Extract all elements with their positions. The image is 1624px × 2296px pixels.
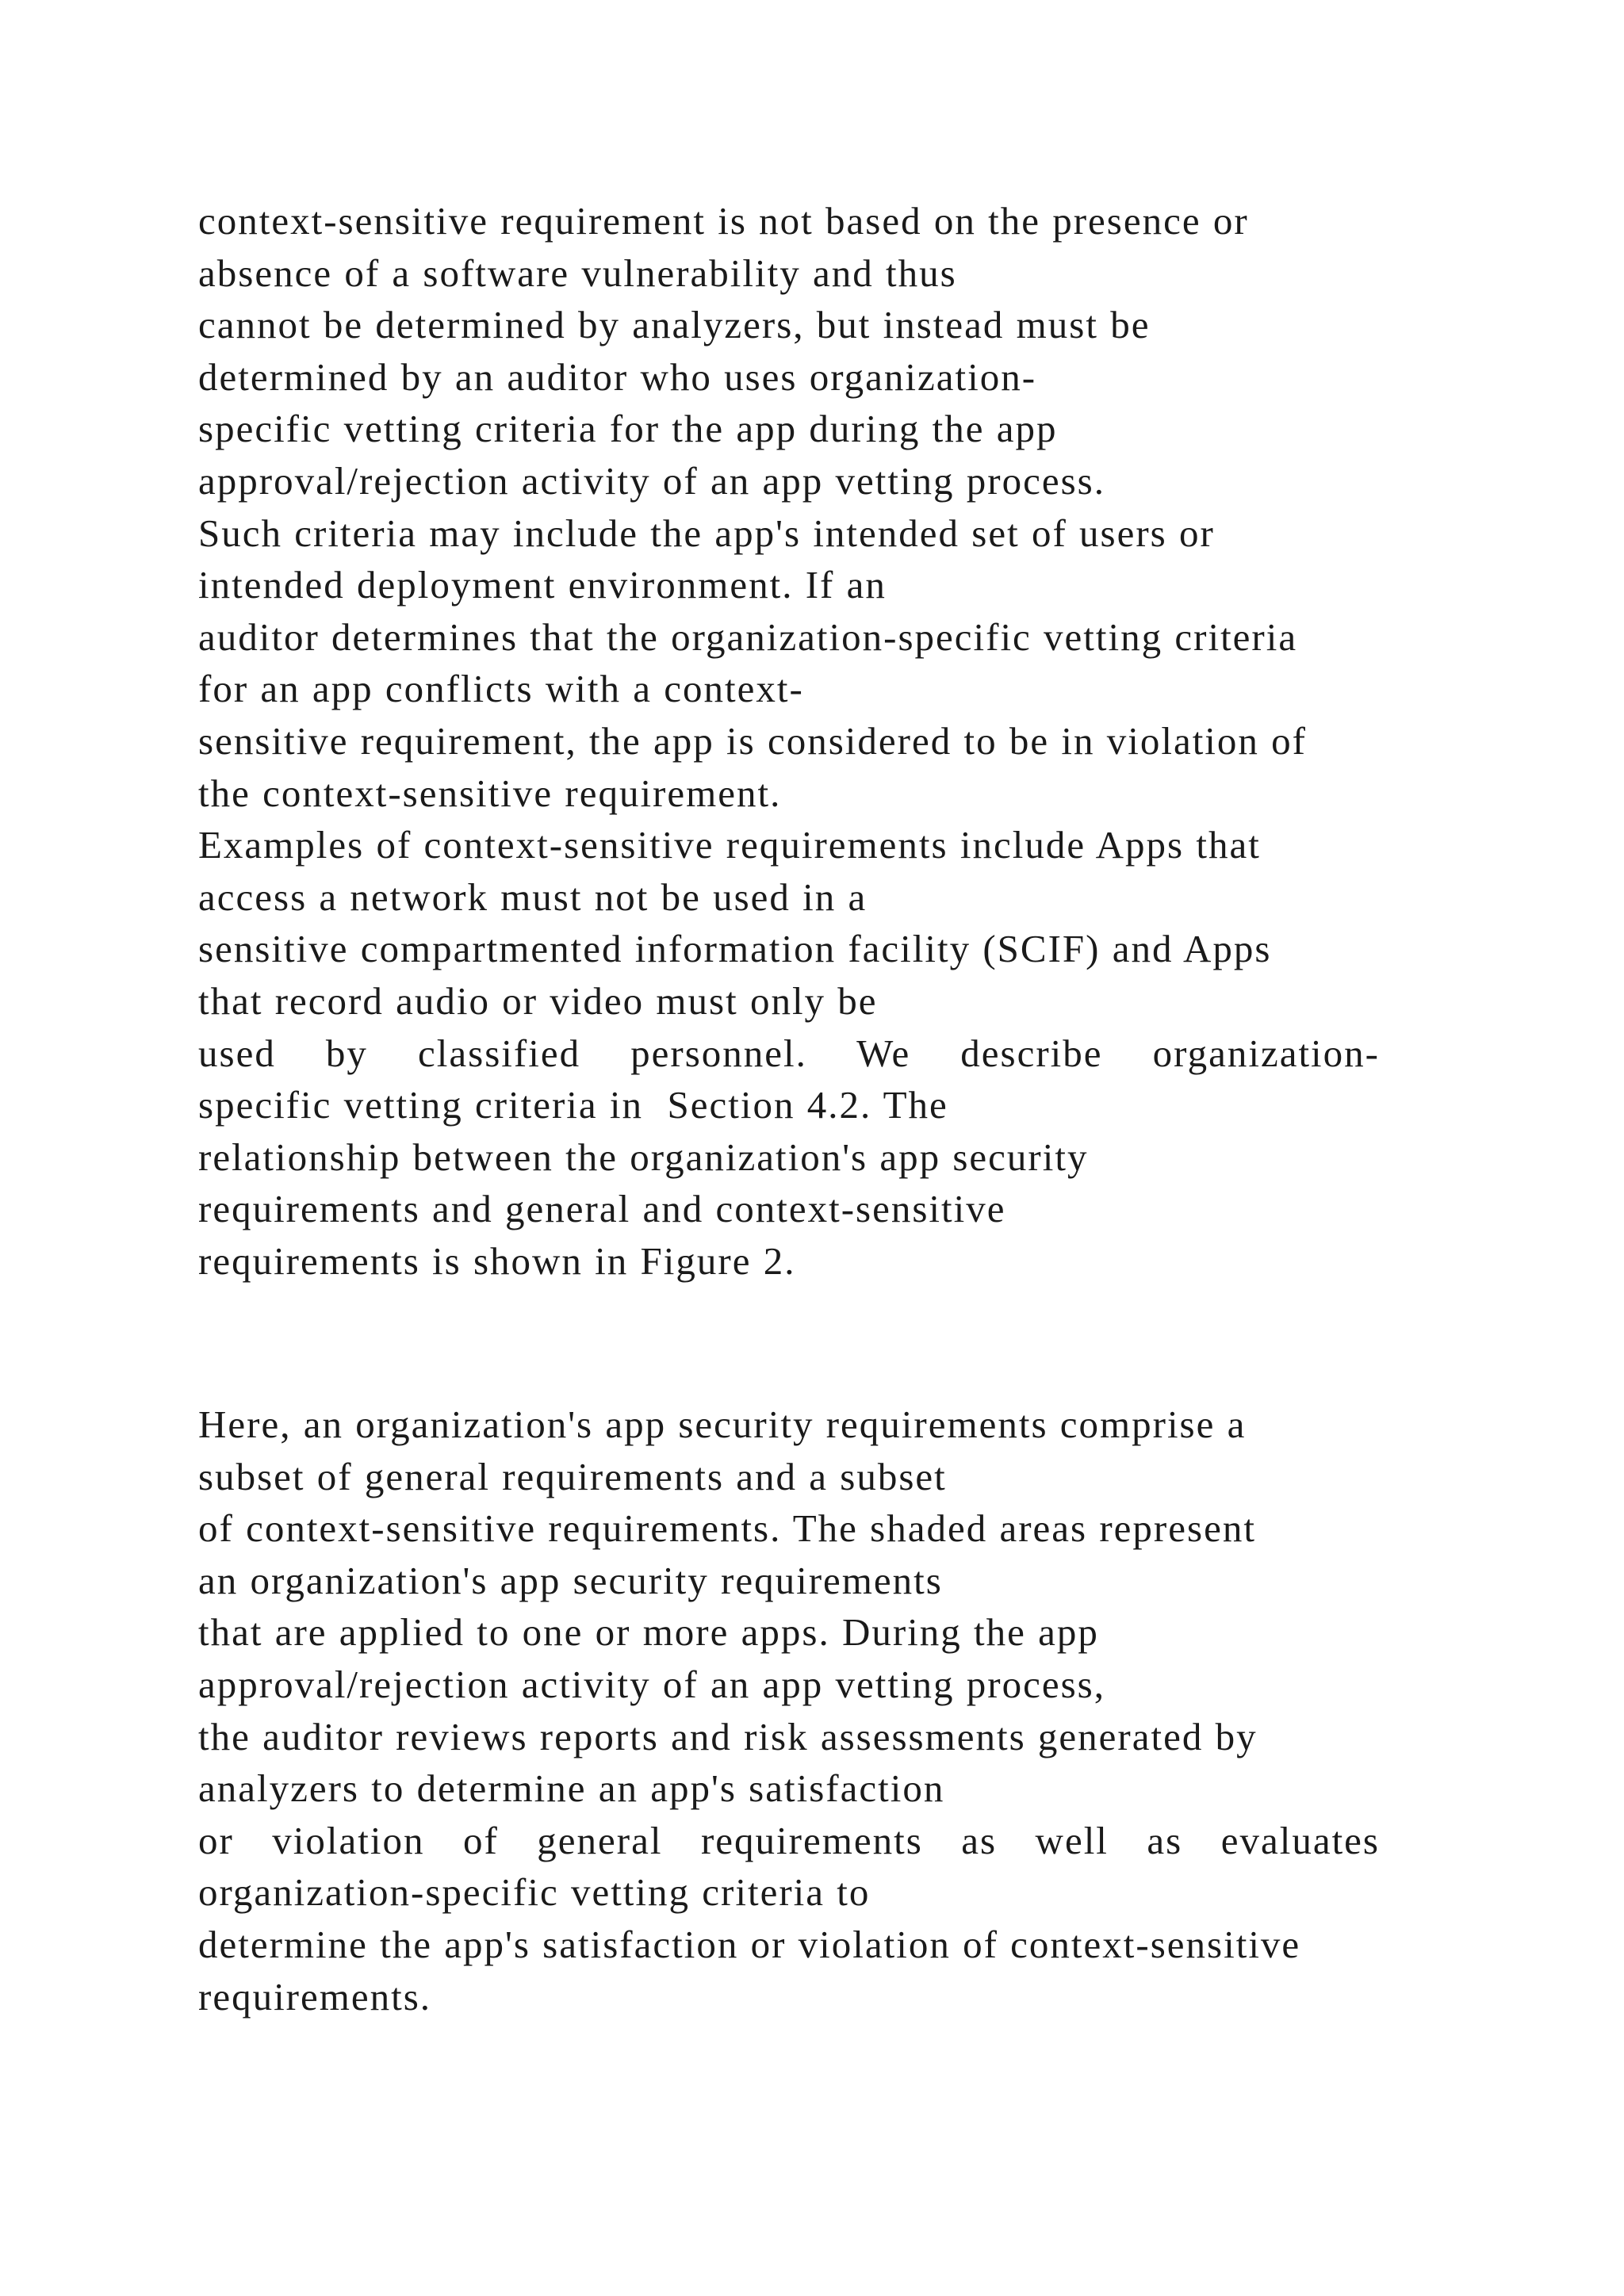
text-line: context-sensitive requirement is not based on the presence or <box>198 199 1249 243</box>
text-line: specific vetting criteria in Section 4.2. The <box>198 1083 948 1127</box>
text-line: absence of a software vulnerability and thus <box>198 251 957 295</box>
text-line: organization-specific vetting criteria to <box>198 1870 871 1915</box>
text-line: specific vetting criteria for the app during the app <box>198 407 1058 451</box>
text-line: of context-sensitive requirements. The shaded areas represent <box>198 1506 1256 1551</box>
paragraph-organization-requirements <box>198 1399 1435 2022</box>
text-line: requirements and general and context-sensitive <box>198 1187 1006 1231</box>
text-line: requirements. <box>198 1974 432 2019</box>
text-line: subset of general requirements and a subset <box>198 1454 947 1498</box>
text-line: intended deployment environment. If an <box>198 563 887 607</box>
text-line: determined by an auditor who uses organization- <box>198 354 1037 399</box>
text-line: the context-sensitive requirement. <box>198 771 782 815</box>
paragraph-context-sensitive-requirements <box>198 195 1435 1287</box>
text-line: relationship between the organization's app security <box>198 1135 1089 1179</box>
text-line: that are applied to one or more apps. During the app <box>198 1610 1099 1655</box>
text-line: that record audio or video must only be <box>198 978 878 1023</box>
text-line: for an app conflicts with a context- <box>198 667 804 711</box>
text-line: used by classified personnel. We describe organization- <box>198 1031 1380 1075</box>
text-line: sensitive requirement, the app is considered to be in violation of <box>198 718 1307 763</box>
text-line: an organization's app security requirements <box>198 1558 943 1602</box>
text-line: approval/rejection activity of an app vetting process, <box>198 1662 1106 1706</box>
text-line: access a network must not be used in a <box>198 874 868 919</box>
text-line: or violation of general requirements as well as evaluates <box>198 1818 1380 1862</box>
text-line: Examples of context-sensitive requirements include Apps that <box>198 823 1261 867</box>
text-line: approval/rejection activity of an app vetting process. <box>198 458 1106 503</box>
text-line: requirements is shown in Figure 2. <box>198 1238 796 1283</box>
text-line: analyzers to determine an app's satisfaction <box>198 1766 945 1811</box>
text-line: sensitive compartmented information facility (SCIF) and Apps <box>198 927 1272 971</box>
text-line: auditor determines that the organization-specific vetting criteria <box>198 614 1298 659</box>
text-line: Here, an organization's app security requirements comprise a <box>198 1402 1247 1446</box>
text-line: the auditor reviews reports and risk assessments generated by <box>198 1714 1258 1758</box>
text-line: determine the app's satisfaction or violation of context-sensitive <box>198 1922 1301 1966</box>
text-line: cannot be determined by analyzers, but instead must be <box>198 303 1151 347</box>
text-line: Such criteria may include the app's intended set of users or <box>198 511 1215 555</box>
